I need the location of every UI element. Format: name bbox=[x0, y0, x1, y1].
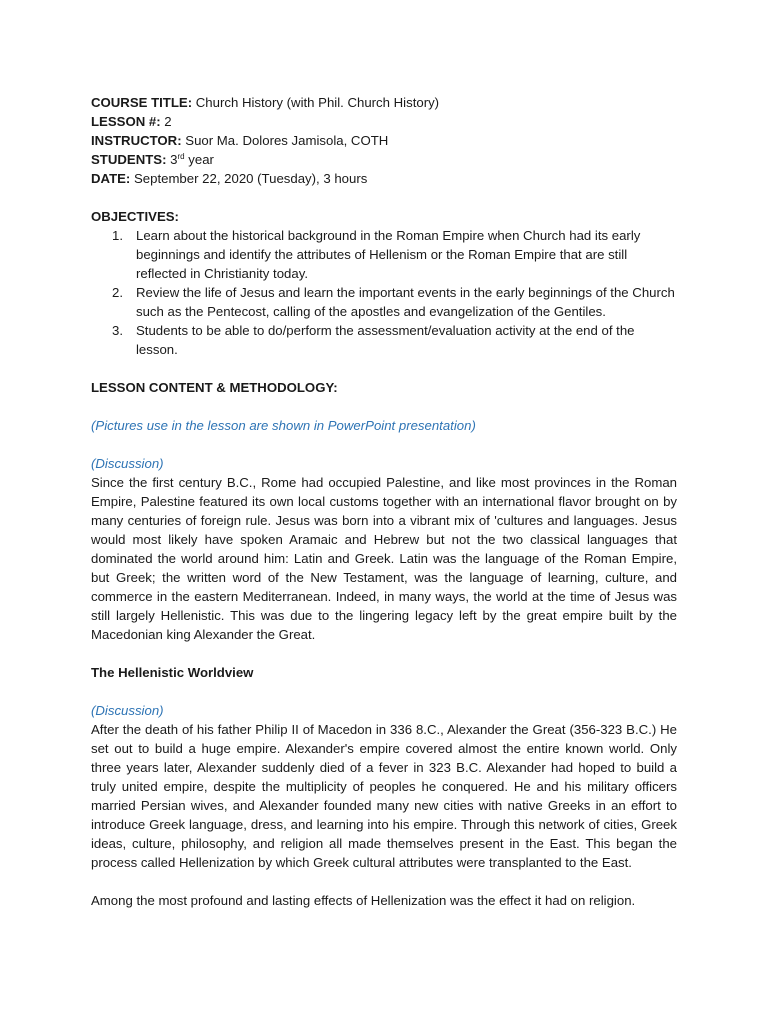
instructor-line bbox=[91, 131, 677, 150]
date-line bbox=[91, 169, 677, 188]
spacer bbox=[91, 682, 677, 701]
discussion-label: (Discussion) bbox=[91, 456, 164, 471]
course-title-value: Church History (with Phil. Church History) bbox=[195, 95, 440, 110]
discussion-paragraph: Since the first century B.C., Rome had occupied Palestine, and like most provinces in the Roman Empire, Palestine featured its own local customs together with an international flavor brought on by many centuries of foreign rule. Jesus was born into a vibrant mix of 'cultures and languages. Jesus would most likely have spoken Aramaic and Hebrew but not the two classical languages that dominated the world around him: Latin and Greek. Latin was the language of the Roman Empire, but Greek; the written word of the New Testament, was the language of learning, culture, and commerce in the eastern Mediterranean. Indeed, in many ways, the world at the time of Jesus was still largely Hellenistic. This was due to the lingering legacy left by the great empire built by the Macedonian king Alexander the Great. bbox=[91, 475, 677, 642]
section-heading-hellenistic-worldview: The Hellenistic Worldview bbox=[91, 665, 254, 680]
objective-text: Students to be able to do/perform the assessment/evaluation activity at the end of the lesson. bbox=[136, 323, 635, 357]
document-page bbox=[91, 93, 677, 910]
objective-item bbox=[112, 283, 677, 321]
objective-number: 3. bbox=[112, 323, 123, 338]
pictures-note: (Pictures use in the lesson are shown in PowerPoint presentation) bbox=[91, 418, 476, 433]
discussion-paragraph: After the death of his father Philip II of Macedon in 336 8.C., Alexander the Great (356-323 B.C.) He set out to build a huge empire. Alexander's empire covered almost the entire known world. Only three years later, Alexander suddenly died of a fever in 323 B.C. Alexander had hoped to build a truly united empire, despite the multiplicity of peoples he conquered. He and his military officers married Persian wives, and Alexander founded many new cities with native Greeks in an effort to introduce Greek language, dress, and learning into his empire. Through this network of cities, Greek ideas, culture, philosophy, and religion all made themselves present in the East. This began the process called Hellenization by which Greek cultural attributes were transplanted to the East. bbox=[91, 722, 677, 870]
date-value: September 22, 2020 (Tuesday), 3 hours bbox=[133, 171, 368, 186]
objective-item bbox=[112, 226, 677, 283]
spacer bbox=[91, 397, 677, 416]
students-year-number: 3 bbox=[170, 152, 178, 167]
lesson-number-line bbox=[91, 112, 677, 131]
discussion-label: (Discussion) bbox=[91, 703, 164, 718]
instructor-value: Suor Ma. Dolores Jamisola, COTH bbox=[185, 133, 389, 148]
students-year-suffix: rd bbox=[177, 152, 185, 161]
course-title-line bbox=[91, 93, 677, 112]
lesson-content-heading: LESSON CONTENT & METHODOLOGY: bbox=[91, 380, 338, 395]
course-title-label: COURSE TITLE: bbox=[91, 95, 193, 110]
students-year-word: year bbox=[188, 152, 214, 167]
objective-text: Learn about the historical background in the Roman Empire when Church had its early beginnings and identify the attributes of Hellenism or the Roman Empire that are still reflected in Christianity today. bbox=[136, 228, 641, 281]
objective-item bbox=[112, 321, 677, 359]
spacer bbox=[91, 872, 677, 891]
date-label: DATE: bbox=[91, 171, 131, 186]
students-line bbox=[91, 150, 677, 169]
lesson-number-value: 2 bbox=[164, 114, 172, 129]
closing-paragraph: Among the most profound and lasting effects of Hellenization was the effect it had on religion. bbox=[91, 893, 636, 908]
objective-number: 2. bbox=[112, 285, 123, 300]
instructor-label: INSTRUCTOR: bbox=[91, 133, 182, 148]
students-label: STUDENTS: bbox=[91, 152, 167, 167]
objective-text: Review the life of Jesus and learn the important events in the early beginnings of the Church such as the Pentecost, calling of the apostles and evangelization of the Gentiles. bbox=[136, 285, 675, 319]
objectives-list bbox=[91, 226, 677, 359]
spacer bbox=[91, 644, 677, 663]
objectives-heading: OBJECTIVES: bbox=[91, 209, 179, 224]
spacer bbox=[91, 188, 677, 207]
objective-number: 1. bbox=[112, 228, 123, 243]
lesson-number-label: LESSON #: bbox=[91, 114, 161, 129]
spacer bbox=[91, 435, 677, 454]
spacer bbox=[91, 359, 677, 378]
